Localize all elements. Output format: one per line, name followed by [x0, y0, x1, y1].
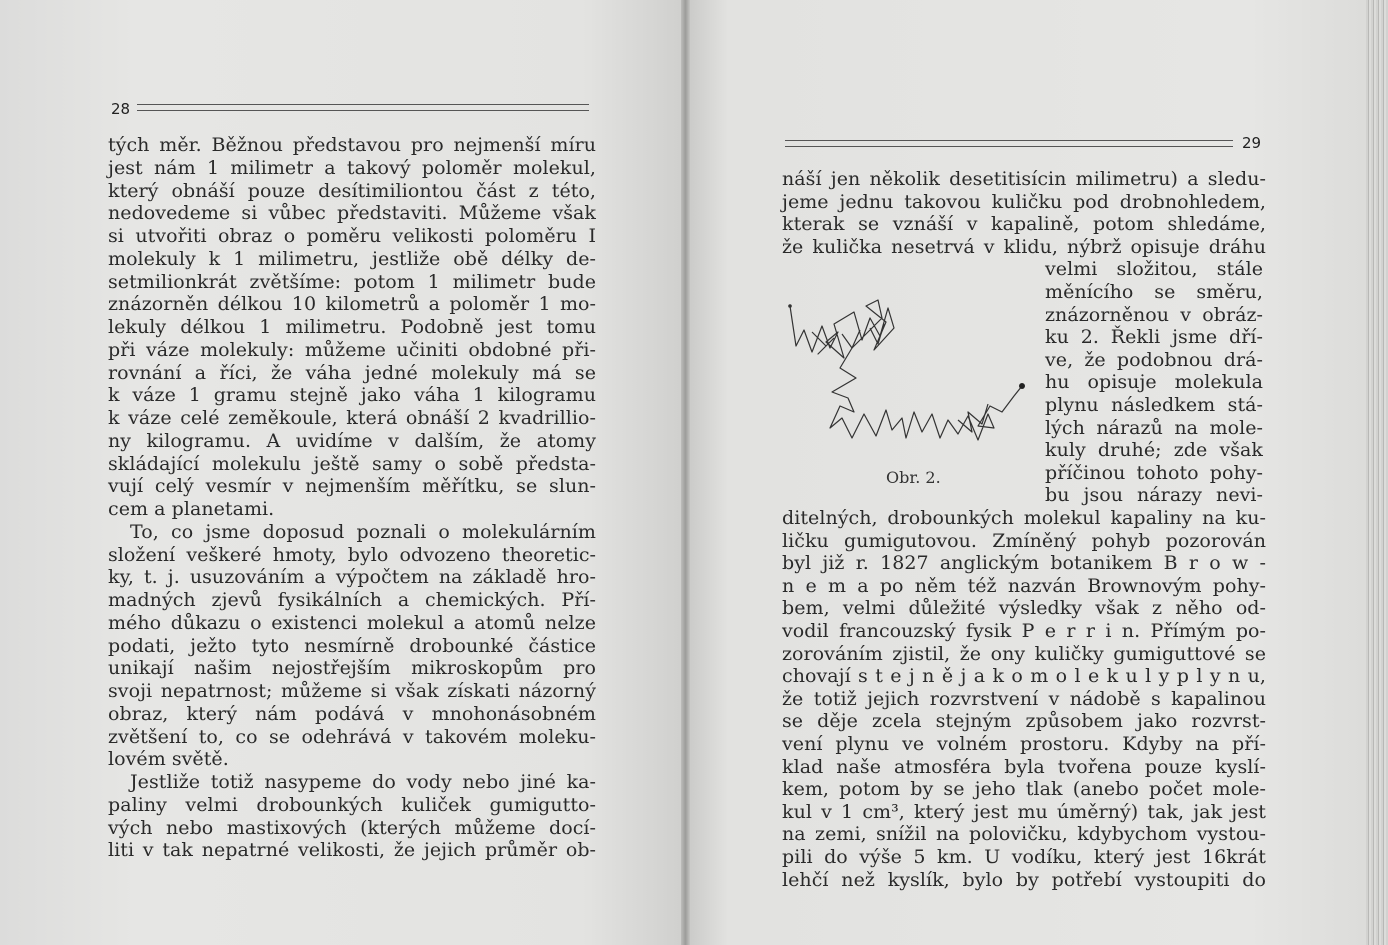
page-edges — [1366, 0, 1388, 945]
text-line: kuly druhé; zde však — [1045, 439, 1263, 462]
text-line: skládající molekulu ještě samy o sobě předsta- — [108, 452, 596, 475]
text-line: obraz, který nám podává v mnohonásobném — [108, 702, 596, 725]
text-line: vých nebo mastixových (kterých můžeme docí- — [108, 816, 596, 839]
brownian-motion-figure — [782, 288, 1032, 458]
text-line: na zemi, snížil na polovičku, kdybychom vystou- — [782, 823, 1266, 846]
text-line: madných zjevů fysikálních a chemických. Pří- — [108, 589, 596, 611]
text-line: bem, velmi důležité výsledky však z něho od- — [782, 597, 1266, 620]
text-line: kterak se vznáší v kapalině, potom shledáme, — [782, 213, 1266, 236]
text-line: lých nárazů na mole- — [1045, 416, 1263, 439]
text-line: vodil francouzský fysik P e r r i n. Přímým po- — [782, 620, 1266, 642]
text-line: byl již r. 1827 anglickým botanikem B r o w - — [782, 552, 1266, 575]
book-spine — [681, 0, 690, 945]
text-line: znázorněnou v obráz- — [1045, 303, 1263, 326]
text-line: liti v tak nepatrné velikosti, že jejich průměr ob- — [108, 839, 596, 862]
text-line: který obnáší pouze desítimiliontou část z této, — [108, 179, 596, 202]
text-line: pili do výše 5 km. U vodíku, který jest 16krát — [782, 846, 1266, 868]
text-line: nedovedeme si vůbec představiti. Můžeme však — [108, 202, 596, 225]
text-line: lovém světě. — [108, 748, 229, 771]
figure-caption: Obr. 2. — [886, 468, 941, 487]
text-line: plynu následkem stá- — [1045, 394, 1263, 416]
text-line: při váze molekuly: můžeme učiniti obdobné při- — [108, 338, 596, 361]
text-line: se děje zcela stejným způsobem jako rozvrst- — [782, 710, 1266, 733]
text-line: že totiž jejich rozvrstvení v nádobě s kapalinou — [782, 687, 1266, 710]
text-line: vení plynu ve volném prostoru. Kdyby na pří- — [782, 733, 1266, 755]
text-line: zorováním zjistil, že ony kuličky gumiguttové se — [782, 642, 1266, 665]
text-line: paliny velmi drobounkých kuliček gumigutto- — [108, 793, 596, 816]
text-line: náší jen několik desetitisícin milimetru) a sledu- — [782, 168, 1266, 190]
text-line: Jestliže totiž nasypeme do vody nebo jiné ka- — [130, 771, 596, 793]
text-line: že kulička nesetrvá v klidu, nýbrž opisuje dráhu — [782, 235, 1266, 258]
text-line: velmi složitou, stále — [1045, 258, 1263, 281]
text-line: zvětšení to, co se odehrává v takovém moleku- — [108, 725, 596, 748]
text-line: jeme jednu takovou kuličku pod drobnohledem, — [782, 190, 1266, 213]
text-line: ny kilogramu. A uvidíme v dalším, že atomy — [108, 429, 596, 452]
right-header-rule — [785, 140, 1233, 147]
text-line: chovají s t e j n ě j a k o m o l e k u l y p l y n u, — [782, 665, 1266, 688]
text-line: n e m a po něm též nazván Brownovým pohy- — [782, 574, 1266, 597]
text-line: lehčí než kyslík, bylo by potřebí vystoupiti do — [782, 868, 1266, 891]
text-line: cem a planetami. — [108, 498, 275, 520]
text-line: si utvořiti obraz o poměru velikosti poloměru I — [108, 225, 596, 247]
text-line: rovnání a říci, že váha jedné molekuly má se — [108, 361, 596, 384]
text-line: k váze celé zeměkoule, která obnáší 2 kvadrillio- — [108, 407, 596, 429]
text-line: příčinou tohoto pohy- — [1045, 461, 1263, 484]
text-line: podati, ježto tyto nesmírně drobounké částice — [108, 634, 596, 657]
text-line: To, co jsme doposud poznali o molekulárním — [130, 520, 596, 543]
text-line: složení veškeré hmoty, bylo odvozeno theoretic- — [108, 543, 596, 566]
text-line: znázorněn délkou 10 kilometrů a poloměr 1 mo- — [108, 293, 596, 316]
text-line: klad naše atmosféra byla tvořena pouze kyslí- — [782, 755, 1266, 778]
text-line: lekuly délkou 1 milimetru. Podobně jest tomu — [108, 316, 596, 338]
text-line: vují celý vesmír v nejmenším měřítku, se slun- — [108, 475, 596, 498]
text-line: ky, t. j. usuzováním a výpočtem na základě hro- — [108, 566, 596, 589]
text-line: ve, že podobnou drá- — [1045, 348, 1263, 371]
right-page-number: 29 — [1242, 134, 1262, 152]
text-line: mého důkazu o existenci molekul a atomů nelze — [108, 611, 596, 634]
left-header-rule — [137, 104, 589, 111]
text-line: ditelných, drobounkých molekul kapaliny na ku- — [782, 507, 1266, 529]
text-line: kul v 1 cm³, který jest mu úměrný) tak, jak jest — [782, 800, 1266, 823]
text-line: hu opisuje molekula — [1045, 371, 1263, 394]
text-line: tých měr. Běžnou představou pro nejmenší míru — [108, 134, 596, 156]
text-line: k váze 1 gramu stejně jako váha 1 kilogramu — [108, 384, 596, 407]
text-line: svoji nepatrnost; můžeme si však získati názorný — [108, 680, 596, 702]
text-line: unikají našim nejostřejším mikroskopům pro — [108, 657, 596, 680]
text-line: kem, potom by se jeho tlak (anebo počet mole- — [782, 778, 1266, 801]
text-line: bu jsou nárazy nevi- — [1045, 484, 1263, 507]
text-line: ku 2. Řekli jsme dří- — [1045, 326, 1263, 349]
text-line: měnícího se směru, — [1045, 281, 1263, 303]
text-line: ličku gumigutovou. Zmíněný pohyb pozorován — [782, 529, 1266, 552]
text-line: setmilionkrát zvětšíme: potom 1 milimetr bude — [108, 270, 596, 293]
text-line: molekuly k 1 milimetru, jestliže obě délky de- — [108, 247, 596, 270]
left-page-number: 28 — [111, 100, 131, 118]
text-line: jest nám 1 milimetr a takový poloměr molekul, — [108, 156, 596, 179]
